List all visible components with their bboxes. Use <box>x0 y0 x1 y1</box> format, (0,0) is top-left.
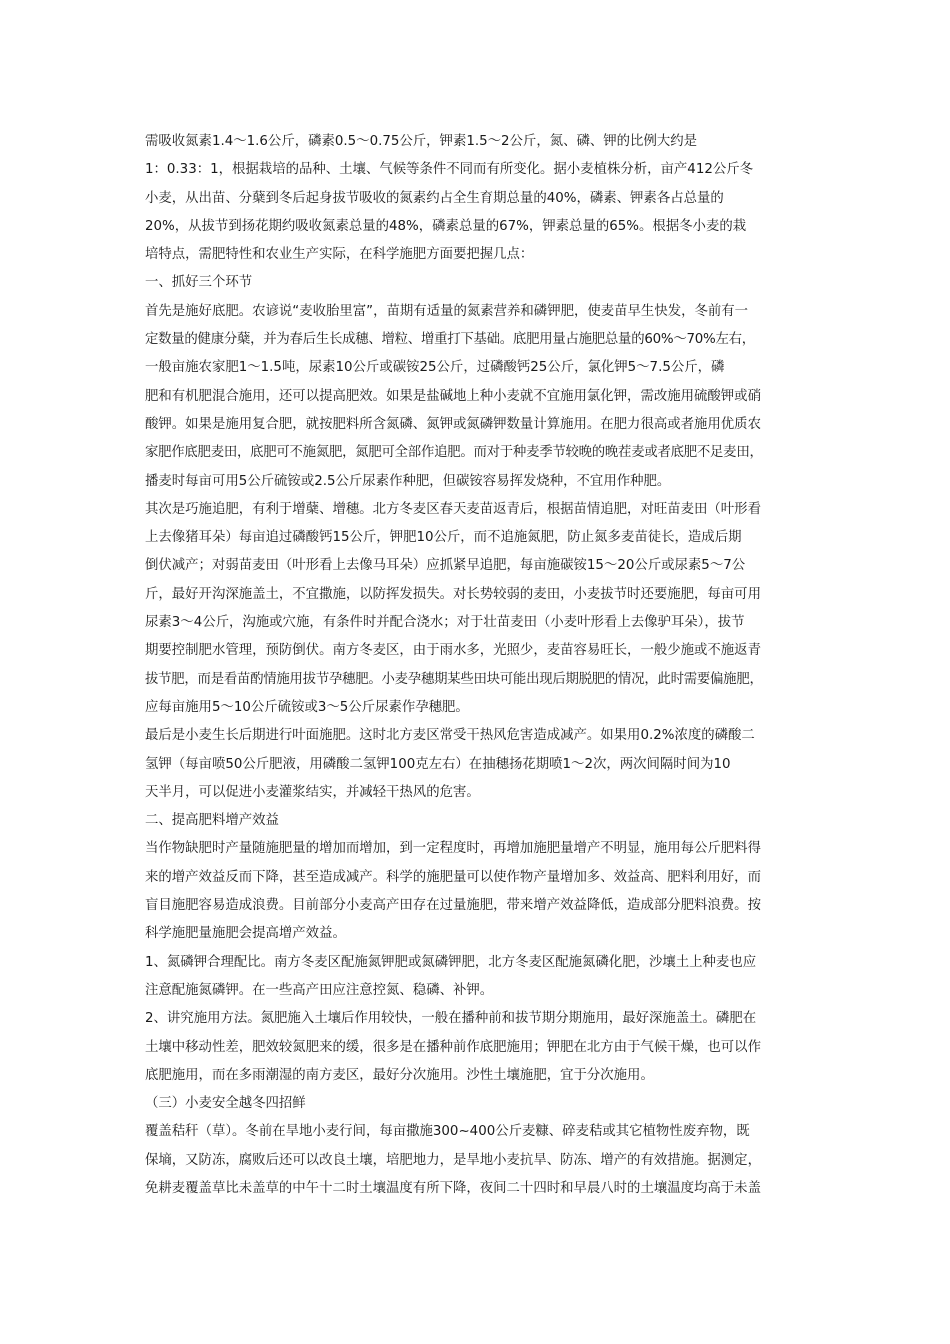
text-line: 2、讲究施用方法。氮肥施入土壤后作用较快，一般在播种前和拔节期分期施用，最好深施盖土。磷肥在 <box>145 1011 757 1027</box>
text-line: 小麦，从出苗、分蘖到冬后起身拔节吸收的氮素约占全生育期总量的40%，磷素、钾素各占总量的 <box>145 190 724 206</box>
text-line: 一、抓好三个环节 <box>145 275 253 291</box>
text-line: 保墒，又防冻，腐败后还可以改良土壤，培肥地力，是旱地小麦抗旱、防冻、增产的有效措施。据测定， <box>145 1152 761 1168</box>
text-line: 覆盖秸秆（草）。冬前在旱地小麦行间，每亩撒施300~400公斤麦糠、碎麦秸或其它植物性废弃物，既 <box>145 1124 750 1140</box>
text-line: 酸钾。如果是施用复合肥，就按肥料所含氮磷、氮钾或氮磷钾数量计算施用。在肥力很高或者施用优质农 <box>145 416 761 432</box>
text-line: 来的增产效益反而下降，甚至造成减产。科学的施肥量可以使作物产量增加多、效益高、肥料利用好，而 <box>145 869 761 885</box>
text-line: 当作物缺肥时产量随施肥量的增加而增加，到一定程度时，再增加施肥量增产不明显，施用每公斤肥料得 <box>145 841 761 857</box>
text-line: 应每亩施用5～10公斤硫铵或3～5公斤尿素作孕穗肥。 <box>145 699 469 715</box>
text-line: 20%，从拔节到扬花期约吸收氮素总量的48%，磷素总量的67%，钾素总量的65%。根据冬小麦的栽 <box>145 218 747 234</box>
text-line: 拔节肥，而是看苗酌情施用拔节孕穗肥。小麦孕穗期某些田块可能出现后期脱肥的情况，此时需要偏施肥， <box>145 671 763 687</box>
text-line: 土壤中移动性差，肥效较氮肥来的缓，很多是在播种前作底肥施用；钾肥在北方由于气候干燥，也可以作 <box>145 1039 761 1055</box>
text-line: 家肥作底肥麦田，底肥可不施氮肥，氮肥可全部作追肥。而对于种麦季节较晚的晚茬麦或者底肥不足麦田， <box>145 445 763 461</box>
text-line: 1：0.33：1，根据栽培的品种、土壤、气候等条件不同而有所变化。据小麦植株分析，亩产412公斤冬 <box>145 162 754 178</box>
text-line: 最后是小麦生长后期进行叶面施肥。这时北方麦区常受干热风危害造成减产。如果用0.2%浓度的磷酸二 <box>145 728 755 744</box>
text-line: 定数量的健康分蘖，并为春后生长成穗、增粒、增重打下基础。底肥用量占施肥总量的60%～70%左右， <box>145 332 755 348</box>
text-line: 免耕麦覆盖草比未盖草的中午十二时土壤温度有所下降，夜间二十四时和早晨八时的土壤温度均高于未盖 <box>145 1180 761 1196</box>
text-line: 期要控制肥水管理，预防倒伏。南方冬麦区，由于雨水多，光照少，麦苗容易旺长，一般少施或不施返青 <box>145 643 761 659</box>
text-line: 底肥施用，而在多雨潮湿的南方麦区，最好分次施用。沙性土壤施肥，宜于分次施用。 <box>145 1067 654 1083</box>
document-body <box>145 128 813 1203</box>
text-line: （三）小麦安全越冬四招鲜 <box>145 1096 306 1112</box>
text-line: 注意配施氮磷钾。在一些高产田应注意控氮、稳磷、补钾。 <box>145 982 494 998</box>
text-line: 肥和有机肥混合施用，还可以提高肥效。如果是盐碱地上种小麦就不宜施用氯化钾，需改施用硫酸钾或硝 <box>145 388 761 404</box>
text-line: 培特点，需肥特性和农业生产实际，在科学施肥方面要把握几点： <box>145 247 534 263</box>
text-line: 上去像猪耳朵）每亩追过磷酸钙15公斤，钾肥10公斤，而不追施氮肥，防止氮多麦苗徒长，造成后期 <box>145 530 742 546</box>
text-line: 倒伏减产；对弱苗麦田（叶形看上去像马耳朵）应抓紧早追肥，每亩施碳铵15～20公斤或尿素5～7公 <box>145 558 746 574</box>
text-line: 盲目施肥容易造成浪费。目前部分小麦高产田存在过量施肥，带来增产效益降低，造成部分肥料浪费。按 <box>145 898 761 914</box>
text-line: 需吸收氮素1.4～1.6公斤，磷素0.5～0.75公斤，钾素1.5～2公斤，氮、磷、钾的比例大约是 <box>145 134 698 149</box>
text-line: 天半月，可以促进小麦灌浆结实，并减轻干热风的危害。 <box>145 784 480 800</box>
text-line: 其次是巧施追肥，有利于增蘖、增穗。北方冬麦区春天麦苗返青后，根据苗情追肥，对旺苗麦田（叶形看 <box>145 501 761 517</box>
text-line: 斤，最好开沟深施盖土，不宜撒施，以防挥发损失。对长势较弱的麦田，小麦拔节时还要施肥，每亩可用 <box>145 586 761 602</box>
text-line: 二、提高肥料增产效益 <box>145 813 279 829</box>
text-line: 尿素3～4公斤，沟施或穴施，有条件时并配合浇水；对于壮苗麦田（小麦叶形看上去像驴耳朵），拔节 <box>145 615 745 631</box>
text-line: 播麦时每亩可用5公斤硫铵或2.5公斤尿素作种肥，但碳铵容易挥发烧种，不宜用作种肥。 <box>145 473 671 489</box>
text-line: 氢钾（每亩喷50公斤肥液，用磷酸二氢钾100克左右）在抽穗扬花期喷1～2次，两次间隔时间为10 <box>145 756 731 772</box>
text-line: 1、氮磷钾合理配比。南方冬麦区配施氮钾肥或氮磷钾肥，北方冬麦区配施氮磷化肥，沙壤土上种麦也应 <box>145 954 757 970</box>
text-line: 首先是施好底肥。农谚说“麦收胎里富”，苗期有适量的氮素营养和磷钾肥，使麦苗早生快发，冬前有一 <box>145 303 749 319</box>
text-line: 科学施肥量施肥会提高增产效益。 <box>145 926 346 942</box>
text-line: 一般亩施农家肥1～1.5吨，尿素10公斤或碳铵25公斤，过磷酸钙25公斤，氯化钾5～7.5公斤，磷 <box>145 360 725 376</box>
